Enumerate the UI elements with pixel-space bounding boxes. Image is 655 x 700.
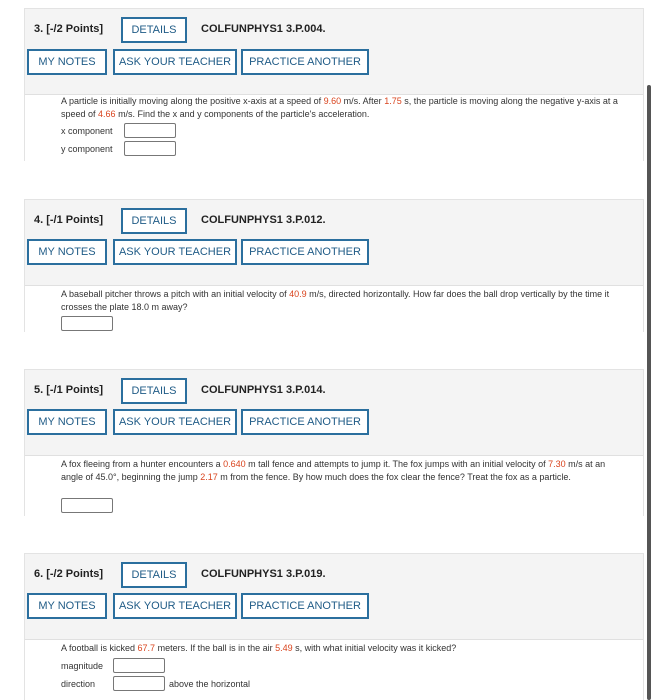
question-5-practice-another-button[interactable]: PRACTICE ANOTHER (241, 409, 369, 435)
question-3-ask-teacher-button[interactable]: ASK YOUR TEACHER (113, 49, 237, 75)
question-6-ask-teacher-button[interactable]: ASK YOUR TEACHER (113, 593, 237, 619)
question-5-points: 5. [-/1 Points] (34, 384, 104, 396)
question-4-details-button[interactable]: DETAILS (121, 208, 187, 234)
question-3-text: A particle is initially moving along the positive x-axis at a speed of 9.60 m/s. After 1.75 s, the particle is moving along the negative y-axis at a speed of 4.66 m/s. Find the x and y components of the particle's acceleration. (61, 96, 618, 119)
question-6-practice-another-button[interactable]: PRACTICE ANOTHER (241, 593, 369, 619)
question-3-points: 3. [-/2 Points] (34, 23, 104, 35)
question-3-code: COLFUNPHYS1 3.P.004. (201, 23, 326, 35)
scrollbar[interactable] (647, 85, 651, 700)
question-6-code: COLFUNPHYS1 3.P.019. (201, 568, 326, 580)
question-5-my-notes-button[interactable]: MY NOTES (27, 409, 107, 435)
question-4-header (25, 200, 643, 286)
question-4-ask-teacher-button[interactable]: ASK YOUR TEACHER (113, 239, 237, 265)
y-component-label: y component (61, 144, 113, 154)
question-6-points: 6. [-/2 Points] (34, 568, 104, 580)
question-4-points: 4. [-/1 Points] (34, 214, 104, 226)
question-6-details-button[interactable]: DETAILS (121, 562, 187, 588)
direction-input[interactable] (113, 676, 165, 691)
magnitude-label: magnitude (61, 661, 104, 671)
question-5-details-button[interactable]: DETAILS (121, 378, 187, 404)
question-3 (24, 8, 644, 161)
direction-label: direction (61, 679, 96, 689)
question-3-body (25, 95, 643, 162)
question-3-header (25, 9, 643, 95)
question-6-body (25, 640, 643, 700)
question-5-body (25, 456, 643, 517)
question-3-practice-another-button[interactable]: PRACTICE ANOTHER (241, 49, 369, 75)
question-4-answer-input[interactable] (61, 316, 113, 331)
question-6-text: A football is kicked 67.7 meters. If the ball is in the air 5.49 s, with what initial velocity was it kicked? (61, 643, 457, 653)
question-4-body (25, 286, 643, 333)
question-5 (24, 369, 644, 516)
direction-unit: above the horizontal (169, 679, 251, 689)
question-5-code: COLFUNPHYS1 3.P.014. (201, 384, 326, 396)
y-component-input[interactable] (124, 141, 176, 156)
question-3-details-button[interactable]: DETAILS (121, 17, 187, 43)
question-5-text: A fox fleeing from a hunter encounters a 0.640 m tall fence and attempts to jump it. The fox jumps with an initial velocity of 7.30 m/s at an angle of 45.0°, beginning the jump 2.17 m from the fence. By how much does the fox clear the fence? Treat the fox as a particle. (61, 459, 606, 482)
question-4-text: A baseball pitcher throws a pitch with an initial velocity of 40.9 m/s, directed horizontally. How far does the ball drop vertically by the time it crosses the plate 18.0 m away? (61, 289, 610, 312)
question-5-ask-teacher-button[interactable]: ASK YOUR TEACHER (113, 409, 237, 435)
question-6-header (25, 554, 643, 640)
question-5-answer-input[interactable] (61, 498, 113, 513)
question-4-my-notes-button[interactable]: MY NOTES (27, 239, 107, 265)
question-4 (24, 199, 644, 332)
question-4-code: COLFUNPHYS1 3.P.012. (201, 214, 326, 226)
question-6-my-notes-button[interactable]: MY NOTES (27, 593, 107, 619)
x-component-input[interactable] (124, 123, 176, 138)
question-6 (24, 553, 644, 700)
question-3-my-notes-button[interactable]: MY NOTES (27, 49, 107, 75)
question-4-practice-another-button[interactable]: PRACTICE ANOTHER (241, 239, 369, 265)
magnitude-input[interactable] (113, 658, 165, 673)
x-component-label: x component (61, 126, 113, 136)
question-5-header (25, 370, 643, 456)
